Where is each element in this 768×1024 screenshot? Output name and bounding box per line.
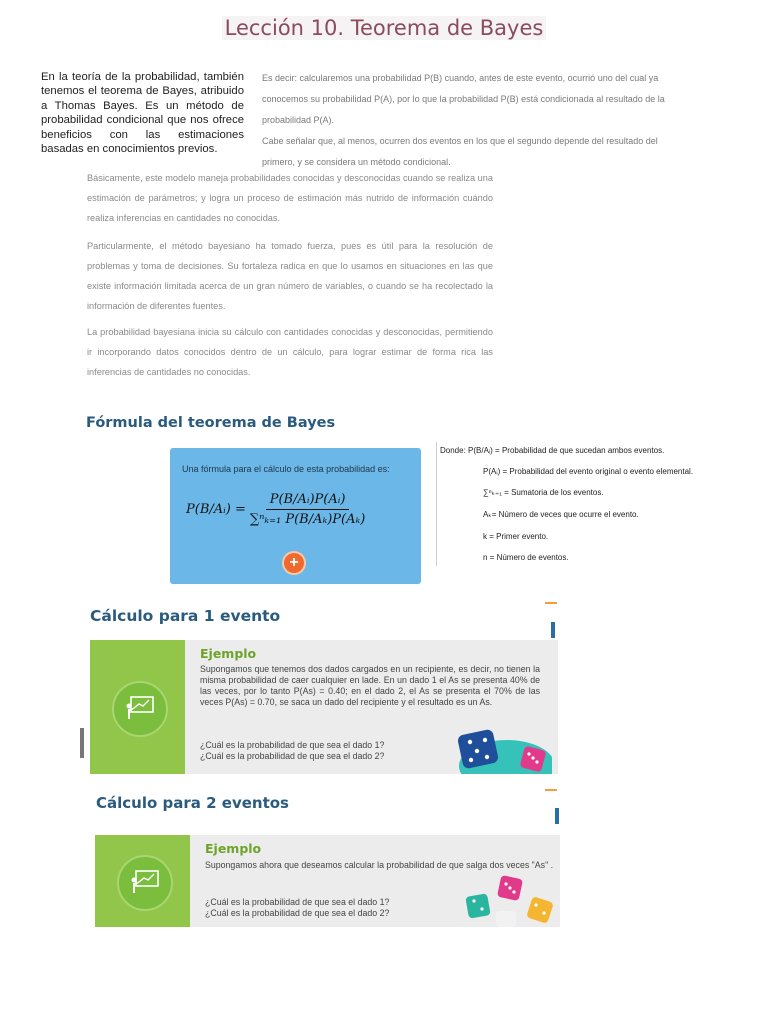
intro-right-paragraph-1: Es decir: calcularemos una probabilidad P(B) cuando, antes de este evento, ocurrió uno del cual ya conocemos su probabilidad P(A), por lo que la probabilidad P(B) está condicionada al resultado de la probabilidad P(A). (262, 73, 665, 125)
intro-left-text: En la teoría de la probabilidad, también tenemos el teorema de Bayes, atribuido a Thomas Bayes. Es un método de probabilidad condicional que nos ofrece beneficios con las estimaciones basadas en conocimientos previos. (41, 71, 244, 156)
formula-intro: Una fórmula para el cálculo de esta probabilidad es: (182, 464, 390, 474)
definition-0: Donde: P(B/Aᵢ) = Probabilidad de que sucedan ambos eventos. (440, 446, 665, 455)
decorative-tab (545, 789, 557, 791)
definition-4: k = Primer evento. (483, 532, 549, 541)
event2-example-text: Supongamos ahora que deseamos calcular la probabilidad de que salga dos veces "As" . (205, 860, 554, 870)
decorative-tab (555, 808, 559, 824)
definition-2: ∑ⁿₖ₌₁ = Sumatoria de los eventos. (483, 488, 604, 497)
event2-example-title: Ejemplo (205, 841, 262, 856)
formula-numerator: P(B/Aᵢ)P(Aᵢ) (266, 492, 350, 510)
card-side-panel (95, 835, 190, 927)
formula-box (170, 448, 421, 584)
definition-1: P(Aᵢ) = Probabilidad del evento original o evento elemental. (483, 467, 694, 476)
decorative-tab (551, 622, 555, 638)
definition-3: Aₖ= Número de veces que ocurre el evento. (483, 510, 639, 519)
expand-button[interactable]: + (284, 553, 304, 573)
page-title: Lección 10. Teorema de Bayes (0, 16, 768, 40)
definitions-divider (436, 442, 437, 566)
presentation-icon (112, 681, 168, 737)
paragraph-2: Particularmente, el método bayesiano ha tomado fuerza, pues es útil para la resolución de problemas y toma de decisiones. Su fortaleza radica en que lo usamos en situaciones en las que existe información limitada acerca de un gran número de variables, o cuando se ha recolectado la información de diferentes fuentes. (87, 241, 493, 311)
presentation-icon-glyph (130, 869, 160, 895)
paragraph-1: Básicamente, este modelo maneja probabilidades conocidas y desconocidas cuando se realiza una estimación de parámetros; y logra un proceso de estimación más nutrido de información cuándo realiza inferencias en cantidades no conocidas. (87, 173, 493, 223)
formula-fraction (250, 492, 365, 527)
formula-lhs: P(B/Aᵢ) = (186, 502, 246, 517)
event1-example-card (90, 640, 558, 774)
event2-question-2: ¿Cuál es la probabilidad de que sea el dado 2? (205, 908, 390, 918)
definition-5: n = Número de eventos. (483, 553, 569, 562)
presentation-icon-glyph (125, 695, 155, 721)
event1-question-1: ¿Cuál es la probabilidad de que sea el dado 1? (200, 740, 385, 750)
event1-question-2: ¿Cuál es la probabilidad de que sea el dado 2? (200, 751, 385, 761)
event2-example-card (95, 835, 560, 927)
event2-heading: Cálculo para 2 eventos (96, 794, 289, 812)
formula-denominator: ∑ⁿₖ₌₁ P(B/Aₖ)P(Aₖ) (249, 512, 366, 527)
dice-illustration (463, 873, 558, 927)
event2-question-1: ¿Cuál es la probabilidad de que sea el dado 1? (205, 897, 390, 907)
decorative-tab (545, 602, 557, 604)
slider-handle-left[interactable] (80, 728, 84, 758)
intro-right-paragraph-2: Cabe señalar que, al menos, ocurren dos eventos en los que el segundo depende del resultado del primero, y se considera un método condicional. (262, 136, 658, 167)
event1-heading: Cálculo para 1 evento (90, 607, 281, 625)
event1-example-text: Supongamos que tenemos dos dados cargados en un recipiente, es decir, no tienen la misma probabilidad de caer cualquier en lade. En un dado 1 el As se presenta 40% de las veces, por lo tanto P(As) = 0.40; en el dado 2, el As se presenta el 70% de las veces P(As) = 0.70, se saca un dado del recipiente y el resultado es un As. (200, 664, 540, 707)
card-side-panel (90, 640, 185, 774)
event1-example-title: Ejemplo (200, 646, 257, 661)
paragraph-3: La probabilidad bayesiana inicia su cálculo con cantidades conocidas y desconocidas, permitiendo ir incorporando datos conocidos dentro de un cálculo, para lograr estimar de forma rica las inferencias de cantidades no conocidas. (87, 327, 493, 377)
intro-right-text (262, 68, 677, 173)
presentation-icon (117, 855, 173, 911)
dice-illustration (452, 724, 552, 774)
bayes-formula (186, 492, 365, 527)
formula-section-heading: Fórmula del teorema de Bayes (86, 415, 336, 431)
